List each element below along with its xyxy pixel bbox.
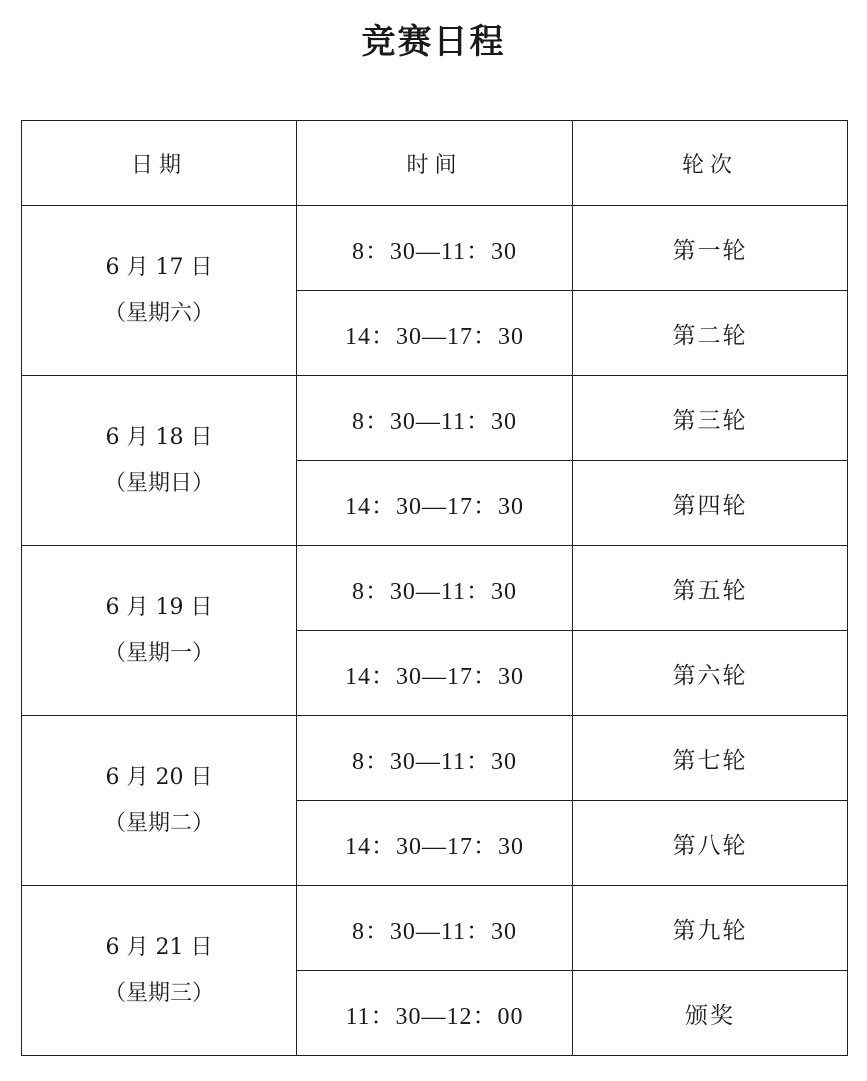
header-time: 时间 [297,121,573,206]
round-cell: 第九轮 [573,886,848,971]
time-cell: 14：30—17：30 [297,461,573,546]
header-round: 轮次 [573,121,848,206]
time-cell: 8：30—11：30 [297,886,573,971]
time-cell: 8：30—11：30 [297,376,573,461]
header-row [22,121,848,206]
round-cell: 第四轮 [573,461,848,546]
date-label: 6 月 19 日 [105,594,213,620]
date-label: 6 月 18 日 [105,424,213,450]
round-cell: 第八轮 [573,801,848,886]
table-row [22,716,848,801]
date-label: 6 月 21 日 [105,934,213,960]
time-cell: 8：30—11：30 [297,206,573,291]
table-row [22,546,848,631]
time-cell: 14：30—17：30 [297,631,573,716]
date-cell [22,206,297,376]
page-title: 竞赛日程 [361,22,506,62]
weekday-label: （星期六） [103,300,214,326]
date-cell [22,376,297,546]
weekday-label: （星期三） [103,980,214,1006]
weekday-label: （星期二） [103,810,214,836]
round-cell: 颁奖 [573,971,848,1056]
time-cell: 14：30—17：30 [297,801,573,886]
time-cell: 14：30—17：30 [297,291,573,376]
date-cell [22,546,297,716]
round-cell: 第六轮 [573,631,848,716]
round-cell: 第二轮 [573,291,848,376]
round-cell: 第五轮 [573,546,848,631]
round-cell: 第三轮 [573,376,848,461]
date-label: 6 月 20 日 [105,764,213,790]
table-row [22,376,848,461]
time-cell: 8：30—11：30 [297,716,573,801]
time-cell: 8：30—11：30 [297,546,573,631]
weekday-label: （星期一） [103,640,214,666]
round-cell: 第七轮 [573,716,848,801]
time-cell: 11：30—12：00 [297,971,573,1056]
round-cell: 第一轮 [573,206,848,291]
header-date: 日期 [22,121,297,206]
table-row [22,206,848,291]
schedule-table [21,120,848,1056]
date-cell [22,716,297,886]
table-row [22,886,848,971]
date-label: 6 月 17 日 [105,254,213,280]
date-cell [22,886,297,1056]
weekday-label: （星期日） [103,470,214,496]
